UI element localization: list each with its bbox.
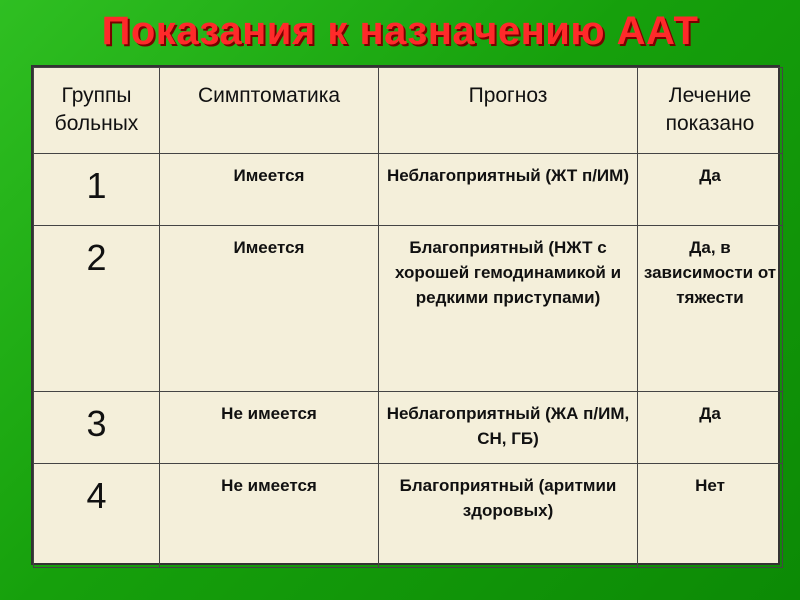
cell-symptoms: Имеется bbox=[160, 154, 379, 226]
table-row bbox=[34, 154, 783, 226]
cell-symptoms: Имеется bbox=[160, 226, 379, 392]
indications-table bbox=[31, 65, 780, 565]
cell-treatment: Нет bbox=[638, 464, 783, 568]
cell-prognosis: Неблагоприятный (ЖТ п/ИМ) bbox=[379, 154, 638, 226]
cell-prognosis: Неблагоприятный (ЖА п/ИМ, СН, ГБ) bbox=[379, 392, 638, 464]
cell-symptoms: Не имеется bbox=[160, 464, 379, 568]
cell-group: 2 bbox=[34, 226, 160, 392]
cell-prognosis: Благоприятный (НЖТ с хорошей гемодинамикой и редкими приступами) bbox=[379, 226, 638, 392]
cell-treatment: Да, в зависимости от тяжести bbox=[638, 226, 783, 392]
table-header-row bbox=[34, 68, 783, 154]
header-treatment: Лечение показано bbox=[638, 68, 783, 154]
cell-group: 4 bbox=[34, 464, 160, 568]
header-symptoms: Симптоматика bbox=[160, 68, 379, 154]
header-prognosis: Прогноз bbox=[379, 68, 638, 154]
cell-group: 3 bbox=[34, 392, 160, 464]
header-groups: Группы больных bbox=[34, 68, 160, 154]
cell-prognosis: Благоприятный (аритмии здоровых) bbox=[379, 464, 638, 568]
table-row bbox=[34, 226, 783, 392]
cell-symptoms: Не имеется bbox=[160, 392, 379, 464]
page-title: Показания к назначению ААТ bbox=[101, 9, 699, 53]
table bbox=[33, 67, 783, 568]
cell-group: 1 bbox=[34, 154, 160, 226]
cell-treatment: Да bbox=[638, 392, 783, 464]
table-row bbox=[34, 392, 783, 464]
cell-treatment: Да bbox=[638, 154, 783, 226]
table-row bbox=[34, 464, 783, 568]
